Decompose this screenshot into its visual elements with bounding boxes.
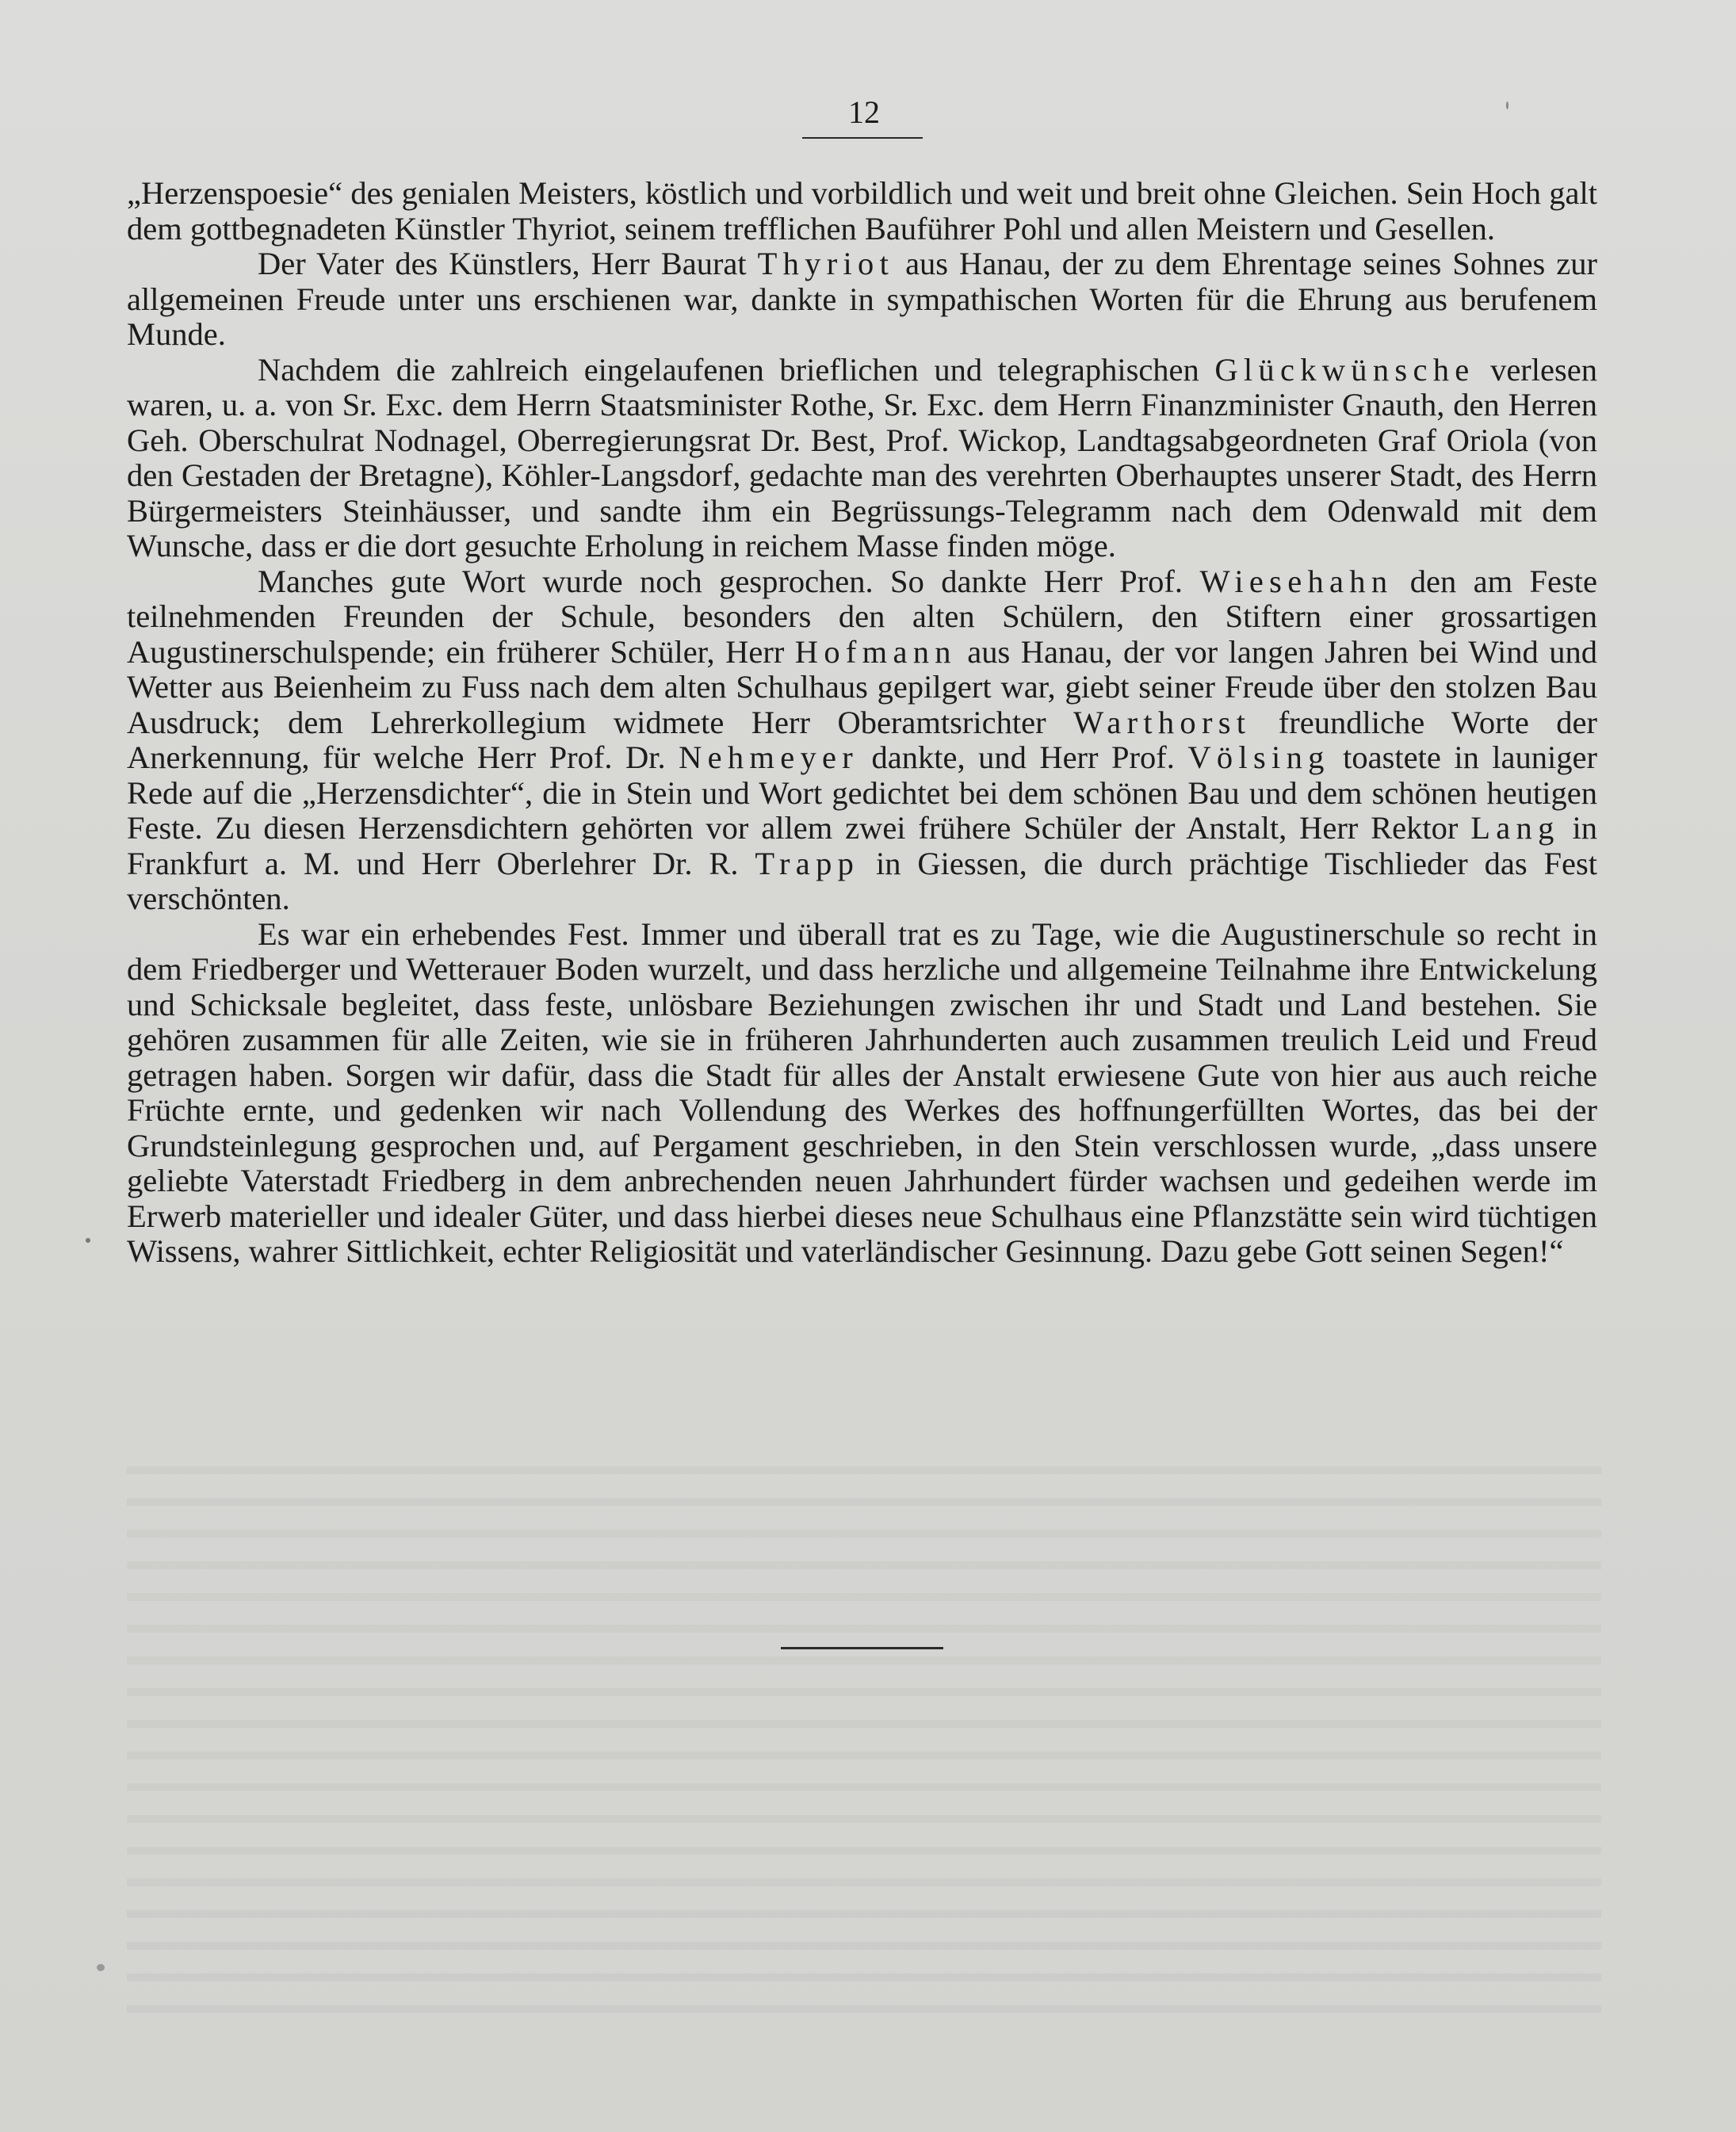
paragraph-2 <box>127 246 1597 353</box>
text-segment: Nachdem die zahlreich eingelaufenen brieflichen und telegraphischen <box>258 351 1215 388</box>
text-segment: freundliche Worte der Anerkennung, für welche Herr Prof. Dr. <box>127 704 1597 775</box>
paper-speck <box>97 1964 105 1971</box>
spaced-name: Thyriot <box>757 246 895 281</box>
text-segment: Manches gute Wort wurde noch gesprochen. So dankte Herr Prof. <box>258 563 1200 599</box>
spaced-name: Hofmann <box>794 633 957 670</box>
paragraph-1 <box>127 176 1597 246</box>
spaced-name: Trapp <box>755 845 860 881</box>
spaced-name: Wiesehahn <box>1199 563 1394 599</box>
header-rule <box>802 137 923 139</box>
spaced-name: Glückwünsche <box>1214 351 1475 388</box>
text-segment: verlesen waren, u. a. von Sr. Exc. dem Herrn Staatsminister Rothe, Sr. Exc. dem Herrn Finanzminister Gnauth, den Herren Geh. Oberschulrat Nodnagel, Oberregierungsrat Dr. Best, Prof. Wickop, Landtagsabgeordneten Graf Oriola (von den Gestaden der Bretagne), Köhler-Langsdorf, gedachte man des verehrten Oberhauptes unserer Stadt, des Herrn Bürgermeisters Steinhäusser, und sandte ihm ein Begrüssungs-Telegramm nach dem Odenwald mit dem Wunsche, dass er die dort gesuchte Erholung in reichem Masse finden möge. <box>127 351 1597 564</box>
paper-speck <box>86 1238 90 1243</box>
text-segment: „Herzenspoesie“ des genialen Meisters, köstlich und vorbildlich und weit und breit ohne Gleichen. Sein Hoch galt dem gottbegnadeten Künstler Thyriot, seinem trefflichen Bauführer Pohl und allen Meistern und Gesellen. <box>127 175 1597 246</box>
show-through-texture <box>127 1442 1601 2029</box>
spaced-name: Lang <box>1470 810 1560 846</box>
body-text <box>127 176 1597 1270</box>
text-segment: den am Feste teilnehmenden Freunden der Schule, besonders den alten Schülern, den Stiftern einer grossartigen Augustinerschulspende; ein früherer Schüler, Herr <box>127 563 1597 670</box>
text-segment: toastete in launiger Rede auf die „Herzensdichter“, die in Stein und Wort gedichtet bei dem schönen Bau und dem schönen heutigen Feste. Zu diesen Herzensdichtern gehörten vor allem zwei frühere Schüler der Anstalt, Herr Rektor <box>127 739 1597 846</box>
paragraph-4 <box>127 564 1597 917</box>
page-number: 12 <box>848 94 880 130</box>
end-rule <box>781 1647 943 1649</box>
text-segment: in Frankfurt a. M. und Herr Oberlehrer Dr. R. <box>127 810 1597 881</box>
text-segment: Es war ein erhebendes Fest. Immer und überall trat es zu Tage, wie die Augustinerschule so recht in dem Friedberger und Wetterauer Boden wurzelt, und dass herzliche und allgemeine Teilnahme ihre Entwickelung und Schicksale begleitet, dass feste, unlösbare Beziehungen zwischen ihr und Stadt und Land bestehen. Sie gehören zusammen für alle Zeiten, wie sie in früheren Jahrhunderten auch zusammen treulich Leid und Freud getragen haben. Sorgen wir dafür, dass die Stadt für alles der Anstalt erwiesene Gute von hier aus auch reiche Früchte ernte, und gedenken wir nach Vollendung des Werkes des hoffnungerfüllten Wortes, das bei der Grundsteinlegung gesprochen und, auf Pergament geschrieben, in den Stein verschlossen wurde, „dass unsere geliebte Vaterstadt Friedberg in dem anbrechenden neuen Jahrhundert fürder wachsen und gedeihen werde im Erwerb materieller und idealer Güter, und dass hierbei dieses neue Schulhaus eine Pflanzstätte sein wird tüchtigen Wissens, wahrer Sittlichkeit, echter Religiosität und vaterländischer Gesinnung. Dazu gebe Gott seinen Segen!“ <box>127 915 1597 1269</box>
spaced-name: Nehmeyer <box>679 739 859 775</box>
text-segment: Der Vater des Künstlers, Herr Baurat <box>258 246 758 281</box>
paragraph-5 <box>127 917 1597 1270</box>
paper-speck <box>1506 101 1508 109</box>
spaced-name: Warthorst <box>1073 704 1252 740</box>
text-segment: aus Hanau, der vor langen Jahren bei Wind und Wetter aus Beienheim zu Fuss nach dem alten Schulhaus gepilgert war, giebt seiner Freude über den stolzen Bau Ausdruck; dem Lehrerkollegium widmete Herr Oberamtsrichter <box>127 633 1597 740</box>
paragraph-3 <box>127 353 1597 564</box>
text-segment: in Giessen, die durch prächtige Tischlieder das Fest verschönten. <box>127 845 1597 916</box>
spaced-name: Völsing <box>1187 739 1330 775</box>
text-segment: dankte, und Herr Prof. <box>858 739 1188 775</box>
text-segment: aus Hanau, der zu dem Ehrentage seines Sohnes zur allgemeinen Freude unter uns erschienen war, dankte in sympathischen Worten für die Ehrung aus berufenem Munde. <box>127 246 1597 352</box>
